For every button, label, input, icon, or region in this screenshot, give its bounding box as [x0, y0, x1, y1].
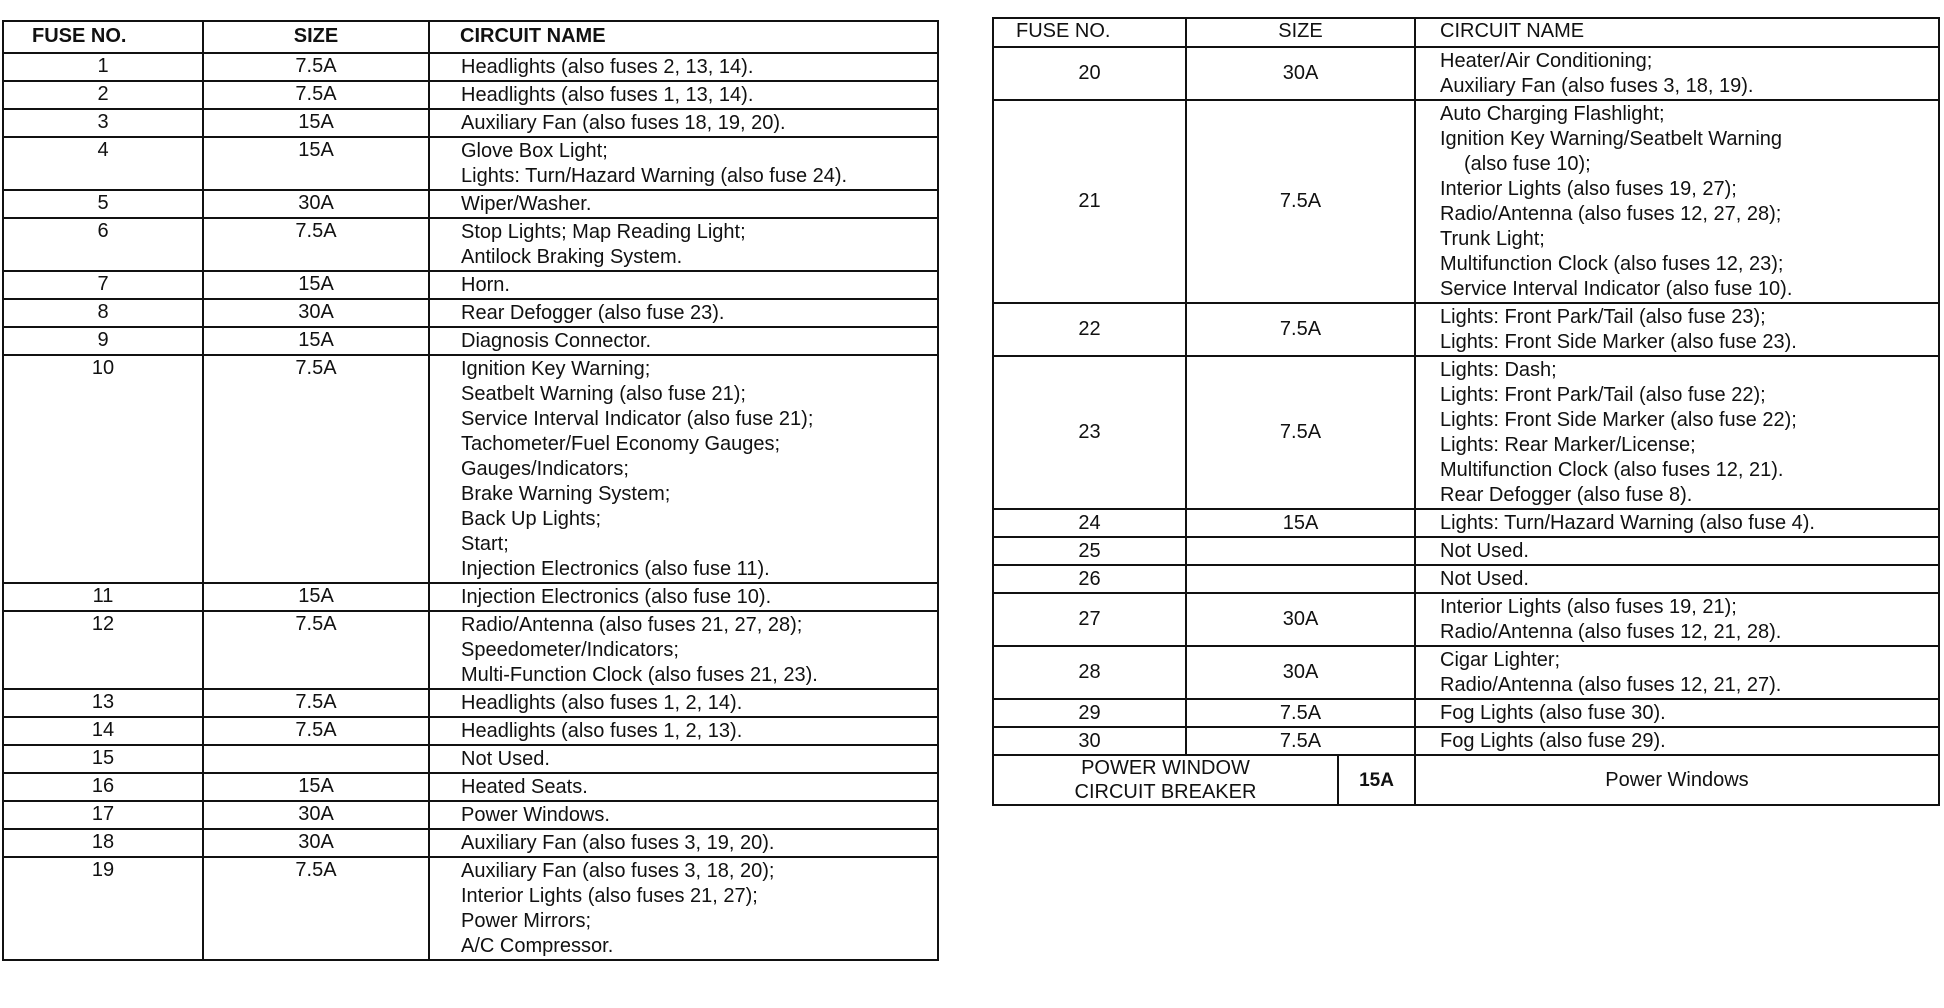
- table-row: [3, 745, 938, 773]
- circuit-line: Auxiliary Fan (also fuses 3, 18, 19).: [1440, 75, 1754, 97]
- fuse-size: 7.5A: [1186, 303, 1415, 356]
- fuse-size: 7.5A: [1186, 727, 1415, 755]
- circuit-name: [1415, 727, 1939, 755]
- table-row: [993, 303, 1939, 356]
- header-size: SIZE: [203, 21, 429, 53]
- circuit-line: Fog Lights (also fuse 30).: [1440, 702, 1666, 724]
- circuit-line: Headlights (also fuses 1, 13, 14).: [461, 84, 754, 106]
- circuit-name: [429, 773, 938, 801]
- table-row: [993, 593, 1939, 646]
- circuit-name: [429, 137, 938, 190]
- circuit-name: [1415, 537, 1939, 565]
- circuit-line: Radio/Antenna (also fuses 12, 27, 28);: [1440, 203, 1782, 225]
- circuit-breaker-row: [993, 755, 1939, 805]
- header-circuit-name: CIRCUIT NAME: [429, 21, 938, 53]
- fuse-number: 16: [3, 773, 203, 801]
- fuse-table-left-body: [3, 53, 938, 960]
- circuit-line: Tachometer/Fuel Economy Gauges;: [461, 433, 781, 455]
- fuse-size: 15A: [203, 271, 429, 299]
- table-row: [3, 611, 938, 689]
- fuse-size: 15A: [203, 327, 429, 355]
- circuit-name: [429, 53, 938, 81]
- table-row: [993, 509, 1939, 537]
- circuit-line: Auxiliary Fan (also fuses 3, 19, 20).: [461, 832, 775, 854]
- circuit-line: Multifunction Clock (also fuses 12, 21).: [1440, 459, 1784, 481]
- table-row: [3, 271, 938, 299]
- circuit-line: Diagnosis Connector.: [461, 330, 652, 352]
- circuit-line: Injection Electronics (also fuse 10).: [461, 586, 772, 608]
- fuse-number: 15: [3, 745, 203, 773]
- table-row: [3, 81, 938, 109]
- fuse-size: 7.5A: [203, 218, 429, 271]
- fuse-number: 28: [993, 646, 1186, 699]
- circuit-line: Lights: Front Park/Tail (also fuse 22);: [1440, 384, 1766, 406]
- fuse-number: 30: [993, 727, 1186, 755]
- fuse-size: 7.5A: [203, 611, 429, 689]
- circuit-line: Lights: Turn/Hazard Warning (also fuse 4).: [1440, 512, 1815, 534]
- circuit-line: Power Windows.: [461, 804, 610, 826]
- header-size: SIZE: [1186, 18, 1415, 47]
- fuse-number: 7: [3, 271, 203, 299]
- circuit-line: Not Used.: [461, 748, 550, 770]
- circuit-name: [1415, 646, 1939, 699]
- table-row: [3, 190, 938, 218]
- circuit-name: [429, 717, 938, 745]
- circuit-name: [429, 857, 938, 960]
- fuse-size: 7.5A: [203, 53, 429, 81]
- circuit-line: Heated Seats.: [461, 776, 588, 798]
- circuit-line: Lights: Rear Marker/License;: [1440, 434, 1696, 456]
- circuit-line: (also fuse 10);: [1464, 153, 1591, 175]
- circuit-line: Stop Lights; Map Reading Light;: [461, 221, 746, 243]
- circuit-breaker-label-line: CIRCUIT BREAKER: [1074, 781, 1257, 803]
- circuit-name: [429, 271, 938, 299]
- fuse-size: 7.5A: [1186, 100, 1415, 303]
- table-row: [993, 47, 1939, 100]
- circuit-line: Radio/Antenna (also fuses 12, 21, 27).: [1440, 674, 1782, 696]
- circuit-line: Headlights (also fuses 1, 2, 14).: [461, 692, 743, 714]
- fuse-number: 24: [993, 509, 1186, 537]
- circuit-line: Brake Warning System;: [461, 483, 671, 505]
- fuse-number: 23: [993, 356, 1186, 509]
- circuit-line: Rear Defogger (also fuse 8).: [1440, 484, 1693, 506]
- circuit-line: Lights: Front Park/Tail (also fuse 23);: [1440, 306, 1766, 328]
- circuit-name: [1415, 565, 1939, 593]
- circuit-name: [1415, 593, 1939, 646]
- circuit-line: Lights: Front Side Marker (also fuse 22);: [1440, 409, 1797, 431]
- table-row: [3, 53, 938, 81]
- circuit-line: Ignition Key Warning;: [461, 358, 651, 380]
- fuse-number: 19: [3, 857, 203, 960]
- fuse-number: 10: [3, 355, 203, 583]
- fuse-size: 15A: [203, 109, 429, 137]
- fuse-size: 30A: [1186, 47, 1415, 100]
- circuit-line: Lights: Front Side Marker (also fuse 23).: [1440, 331, 1797, 353]
- circuit-name: [429, 299, 938, 327]
- table-row: [3, 829, 938, 857]
- circuit-line: Rear Defogger (also fuse 23).: [461, 302, 725, 324]
- fuse-size: 15A: [203, 583, 429, 611]
- circuit-name: [429, 109, 938, 137]
- circuit-name: [429, 689, 938, 717]
- fuse-size: [203, 745, 429, 773]
- circuit-line: Interior Lights (also fuses 21, 27);: [461, 885, 758, 907]
- circuit-line: Headlights (also fuses 1, 2, 13).: [461, 720, 743, 742]
- circuit-line: Trunk Light;: [1440, 228, 1545, 250]
- fuse-table-left: [2, 20, 939, 961]
- table-row: [993, 727, 1939, 755]
- fuse-size: 30A: [1186, 646, 1415, 699]
- header-fuse-no: FUSE NO.: [993, 18, 1186, 47]
- fuse-number: 11: [3, 583, 203, 611]
- circuit-line: Auto Charging Flashlight;: [1440, 103, 1665, 125]
- circuit-name: [1415, 699, 1939, 727]
- circuit-line: Glove Box Light;: [461, 140, 608, 162]
- circuit-line: Wiper/Washer.: [461, 193, 592, 215]
- fuse-table-right: [992, 17, 1940, 806]
- circuit-line: Gauges/Indicators;: [461, 458, 629, 480]
- circuit-line: Radio/Antenna (also fuses 21, 27, 28);: [461, 614, 803, 636]
- fuse-number: 3: [3, 109, 203, 137]
- circuit-line: Back Up Lights;: [461, 508, 602, 530]
- circuit-name: [1415, 100, 1939, 303]
- circuit-line: Multifunction Clock (also fuses 12, 23);: [1440, 253, 1784, 275]
- circuit-name: [1415, 47, 1939, 100]
- circuit-line: Fog Lights (also fuse 29).: [1440, 730, 1666, 752]
- table-row: [3, 299, 938, 327]
- table-row: [3, 717, 938, 745]
- fuse-size: [1186, 537, 1415, 565]
- circuit-name: [1415, 356, 1939, 509]
- fuse-size: [1186, 565, 1415, 593]
- fuse-number: 2: [3, 81, 203, 109]
- fuse-size: 30A: [1186, 593, 1415, 646]
- fuse-size: 7.5A: [203, 857, 429, 960]
- table-row: [3, 137, 938, 190]
- fuse-number: 25: [993, 537, 1186, 565]
- circuit-line: Not Used.: [1440, 540, 1529, 562]
- fuse-number: 9: [3, 327, 203, 355]
- fuse-number: 18: [3, 829, 203, 857]
- circuit-line: Antilock Braking System.: [461, 246, 683, 268]
- circuit-line: Interior Lights (also fuses 19, 21);: [1440, 596, 1737, 618]
- circuit-line: Service Interval Indicator (also fuse 10).: [1440, 278, 1793, 300]
- fuse-number: 13: [3, 689, 203, 717]
- circuit-line: Auxiliary Fan (also fuses 18, 19, 20).: [461, 112, 786, 134]
- circuit-line: A/C Compressor.: [461, 935, 614, 957]
- circuit-line: Power Mirrors;: [461, 910, 592, 932]
- circuit-line: Lights: Dash;: [1440, 359, 1557, 381]
- fuse-size: 30A: [203, 299, 429, 327]
- circuit-name: [429, 327, 938, 355]
- header-fuse-no: FUSE NO.: [3, 21, 203, 53]
- table-row: [3, 773, 938, 801]
- circuit-line: Lights: Turn/Hazard Warning (also fuse 24).: [461, 165, 848, 187]
- fuse-number: 14: [3, 717, 203, 745]
- fuse-number: 22: [993, 303, 1186, 356]
- table-row: [993, 537, 1939, 565]
- circuit-name: [429, 81, 938, 109]
- fuse-size: 7.5A: [203, 717, 429, 745]
- circuit-line: Start;: [461, 533, 509, 555]
- circuit-name: [429, 745, 938, 773]
- table-row: [993, 356, 1939, 509]
- table-row: [993, 100, 1939, 303]
- table-row: [3, 583, 938, 611]
- fuse-number: 6: [3, 218, 203, 271]
- circuit-name: [429, 355, 938, 583]
- fuse-number: 1: [3, 53, 203, 81]
- circuit-breaker-label-line: POWER WINDOW: [1081, 757, 1250, 779]
- fuse-size: 15A: [1186, 509, 1415, 537]
- fuse-size: 30A: [203, 829, 429, 857]
- table-row: [993, 646, 1939, 699]
- table-row: [3, 109, 938, 137]
- circuit-name: [429, 218, 938, 271]
- circuit-line: Cigar Lighter;: [1440, 649, 1561, 671]
- fuse-number: 26: [993, 565, 1186, 593]
- fuse-number: 21: [993, 100, 1186, 303]
- fuse-size: 15A: [203, 137, 429, 190]
- circuit-line: Horn.: [461, 274, 510, 296]
- circuit-line: Ignition Key Warning/Seatbelt Warning: [1440, 128, 1783, 150]
- circuit-name: [429, 611, 938, 689]
- circuit-line: Speedometer/Indicators;: [461, 639, 679, 661]
- circuit-line: Not Used.: [1440, 568, 1529, 590]
- table-header-row: [993, 18, 1939, 47]
- fuse-number: 4: [3, 137, 203, 190]
- fuse-size: 15A: [203, 773, 429, 801]
- table-header-row: [3, 21, 938, 53]
- fuse-number: 17: [3, 801, 203, 829]
- fuse-number: 8: [3, 299, 203, 327]
- table-row: [3, 801, 938, 829]
- fuse-size: 7.5A: [203, 355, 429, 583]
- circuit-line: Seatbelt Warning (also fuse 21);: [461, 383, 746, 405]
- fuse-size: 7.5A: [203, 81, 429, 109]
- fuse-table-right-body: [993, 47, 1939, 755]
- circuit-line: Radio/Antenna (also fuses 12, 21, 28).: [1440, 621, 1782, 643]
- circuit-line: Headlights (also fuses 2, 13, 14).: [461, 56, 754, 78]
- header-circuit-name: CIRCUIT NAME: [1415, 18, 1939, 47]
- fuse-number: 27: [993, 593, 1186, 646]
- fuse-size: 30A: [203, 801, 429, 829]
- circuit-breaker-size: 15A: [1338, 755, 1415, 805]
- circuit-name: [429, 829, 938, 857]
- circuit-name: [429, 190, 938, 218]
- circuit-breaker-label: [993, 755, 1338, 805]
- circuit-name: [1415, 509, 1939, 537]
- table-row: [993, 699, 1939, 727]
- fuse-size: 7.5A: [1186, 356, 1415, 509]
- fuse-number: 20: [993, 47, 1186, 100]
- circuit-name: [429, 801, 938, 829]
- circuit-line: Injection Electronics (also fuse 11).: [461, 558, 770, 580]
- fuse-number: 12: [3, 611, 203, 689]
- circuit-line: Service Interval Indicator (also fuse 21);: [461, 408, 814, 430]
- circuit-line: Heater/Air Conditioning;: [1440, 50, 1653, 72]
- table-row: [3, 355, 938, 583]
- circuit-breaker-circuit: Power Windows: [1415, 755, 1939, 805]
- table-row: [3, 857, 938, 960]
- fuse-size: 7.5A: [1186, 699, 1415, 727]
- fuse-size: 30A: [203, 190, 429, 218]
- circuit-line: Auxiliary Fan (also fuses 3, 18, 20);: [461, 860, 775, 882]
- table-row: [3, 689, 938, 717]
- circuit-line: Multi-Function Clock (also fuses 21, 23).: [461, 664, 818, 686]
- fuse-number: 5: [3, 190, 203, 218]
- table-row: [993, 565, 1939, 593]
- circuit-name: [1415, 303, 1939, 356]
- fuse-number: 29: [993, 699, 1186, 727]
- circuit-name: [429, 583, 938, 611]
- circuit-line: Interior Lights (also fuses 19, 27);: [1440, 178, 1737, 200]
- fuse-size: 7.5A: [203, 689, 429, 717]
- table-row: [3, 327, 938, 355]
- table-row: [3, 218, 938, 271]
